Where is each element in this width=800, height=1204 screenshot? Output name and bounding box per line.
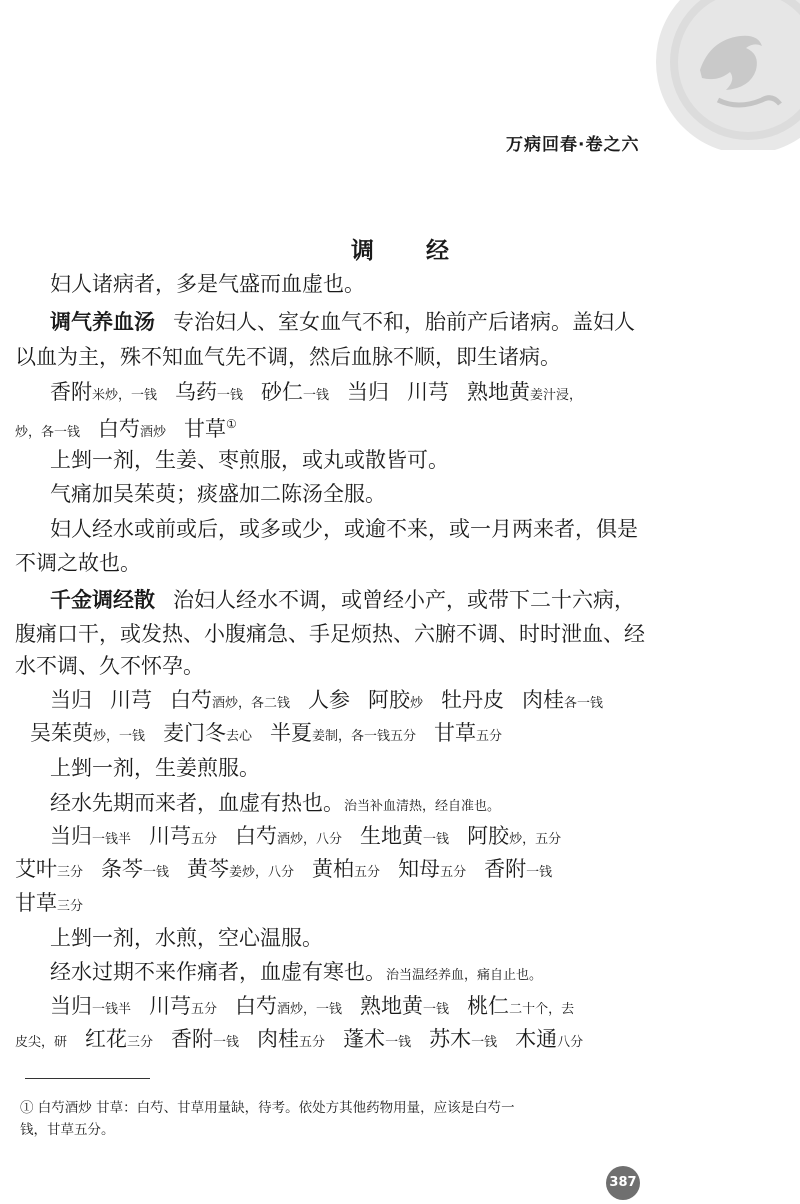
- text-span: 炒: [410, 696, 424, 711]
- text-span: 五分: [299, 1035, 326, 1050]
- text-span: 二十个，去: [509, 1002, 575, 1017]
- text-span: 乌药: [175, 380, 218, 404]
- text-line: [50, 480, 386, 508]
- text-span: 五分: [354, 865, 381, 880]
- text-span: 酒炒，各二钱: [212, 696, 291, 711]
- text-span: 白芍: [98, 417, 141, 441]
- herb-line: [15, 1025, 583, 1057]
- text-span: 白芍: [235, 824, 278, 848]
- text-line: [50, 789, 500, 821]
- text-span: 甘草: [434, 721, 477, 745]
- text-span: 以血为主，殊不知血气先不调，然后血脉不顺，即生诸病。: [15, 345, 561, 369]
- text-span: 肉桂: [257, 1027, 300, 1051]
- formula-name: 调气养血汤: [50, 310, 155, 334]
- text-line: [50, 270, 365, 298]
- text-span: 当归: [50, 994, 92, 1018]
- text-line: [50, 958, 542, 990]
- text-span: 上剉一剂，生姜煎服。: [50, 756, 260, 780]
- text-span: 皮尖，研: [15, 1035, 68, 1050]
- text-line: [15, 549, 141, 577]
- text-span: 炒，五分: [509, 832, 562, 847]
- text-span: 香附: [484, 857, 527, 881]
- text-span: 各一钱: [564, 696, 604, 711]
- tiger-seal-watermark-icon: [648, 0, 800, 150]
- text-span: 一钱半: [92, 832, 132, 847]
- text-span: 木通: [515, 1027, 558, 1051]
- text-span: 不调之故也。: [15, 551, 141, 575]
- text-span: 香附: [171, 1027, 214, 1051]
- text-span: 专治妇人、室女血气不和，胎前产后诸病。盖妇人: [173, 310, 635, 334]
- text-line: [50, 924, 323, 952]
- text-span: 艾叶: [15, 857, 57, 881]
- text-span: 治妇人经水不调，或曾经小产，或带下二十六病，: [173, 588, 635, 612]
- text-span: 一钱: [213, 1035, 240, 1050]
- text-span: 治当温经养血，痛自止也。: [386, 968, 543, 983]
- herb-line: [30, 719, 502, 751]
- text-span: 白芍: [170, 688, 212, 712]
- text-span: 经水过期不来作痛者，血虚有寒也。: [50, 960, 386, 984]
- herb-line: [50, 686, 603, 718]
- text-span: 吴茱萸: [30, 721, 93, 745]
- text-span: 酒炒，八分: [277, 832, 343, 847]
- text-span: 甘草: [184, 417, 227, 441]
- footnote-cont: 钱，甘草五分。: [20, 1122, 115, 1138]
- text-span: 五分: [191, 832, 218, 847]
- text-span: 上剉一剂，生姜、枣煎服，或丸或散皆可。: [50, 448, 449, 472]
- text-span: 腹痛口干，或发热、小腹痛急、手足烦热、六腑不调、时时泄血、经: [15, 622, 645, 646]
- section-title: 调 经: [350, 238, 471, 264]
- text-span: 酒炒，一钱: [277, 1002, 343, 1017]
- text-span: 香附: [50, 380, 92, 404]
- formula-name: 千金调经散: [50, 588, 155, 612]
- footnote-rule: [25, 1078, 150, 1079]
- text-span: 一钱: [471, 1035, 498, 1050]
- text-span: 一钱半: [92, 1002, 132, 1017]
- text-span: 水不调、久不怀孕。: [15, 654, 204, 678]
- text-line: [15, 652, 204, 680]
- text-span: 蓬术: [343, 1027, 386, 1051]
- text-span: 八分: [557, 1035, 584, 1050]
- text-span: 当归: [50, 824, 92, 848]
- text-span: 桃仁: [467, 994, 510, 1018]
- text-span: 川芎: [149, 994, 192, 1018]
- text-span: 一钱: [526, 865, 553, 880]
- text-span: 酒炒: [140, 425, 167, 440]
- text-span: 川芎: [407, 380, 450, 404]
- text-line: [50, 754, 260, 782]
- text-span: 炒，各一钱: [15, 425, 81, 440]
- text-span: 姜制，各一钱五分: [312, 729, 417, 744]
- text-span: 知母: [398, 857, 441, 881]
- footnote: ① 白芍酒炒 甘草：白芍、甘草用量缺，待考。依处方其他药物用量，应该是白芍一: [20, 1100, 515, 1116]
- text-span: 一钱: [303, 388, 330, 403]
- text-span: 去心: [226, 729, 253, 744]
- text-span: 阿胶: [467, 824, 510, 848]
- text-span: 三分: [57, 865, 84, 880]
- text-span: 半夏: [270, 721, 313, 745]
- text-span: 苏木: [429, 1027, 472, 1051]
- text-span: 牡丹皮: [441, 688, 505, 712]
- text-span: 一钱: [423, 832, 450, 847]
- text-span: 一钱: [143, 865, 170, 880]
- text-line: [50, 308, 635, 336]
- text-span: 黄芩: [187, 857, 230, 881]
- text-span: 五分: [476, 729, 503, 744]
- text-span: 米炒，一钱: [92, 388, 158, 403]
- text-span: 生地黄: [360, 824, 424, 848]
- text-span: 白芍: [235, 994, 278, 1018]
- text-span: 姜汁浸，: [530, 388, 583, 403]
- herb-line: [15, 889, 83, 921]
- text-span: 黄柏: [312, 857, 355, 881]
- herb-line: [15, 410, 237, 447]
- text-span: 一钱: [423, 1002, 450, 1017]
- text-span: 三分: [57, 899, 84, 914]
- running-head: 万病回春·卷之六: [506, 135, 640, 155]
- text-span: 当归: [50, 688, 92, 712]
- herb-line: [50, 992, 574, 1024]
- text-span: 治当补血清热，经自准也。: [344, 799, 501, 814]
- footnote-marker: ①: [226, 417, 237, 431]
- text-span: 砂仁: [261, 380, 304, 404]
- text-span: 人参: [308, 688, 351, 712]
- text-span: 川芎: [149, 824, 192, 848]
- text-span: 妇人经水或前或后，或多或少，或逾不来，或一月两来者，俱是: [50, 517, 638, 541]
- intro: 妇人诸病者，多是气盛而血虚也。: [50, 272, 365, 296]
- herb-line: [50, 378, 582, 410]
- text-line: [15, 343, 561, 371]
- text-span: 一钱: [385, 1035, 412, 1050]
- text-line: [50, 446, 449, 474]
- text-span: 阿胶: [368, 688, 411, 712]
- text-span: 姜炒，八分: [229, 865, 295, 880]
- herb-line: [50, 822, 561, 854]
- text-span: 肉桂: [522, 688, 565, 712]
- page-number: 387: [606, 1166, 640, 1200]
- text-span: 三分: [127, 1035, 154, 1050]
- text-span: 一钱: [217, 388, 244, 403]
- text-span: 经水先期而来者，血虚有热也。: [50, 791, 344, 815]
- text-span: 五分: [191, 1002, 218, 1017]
- text-line: [50, 515, 638, 543]
- text-span: 麦门冬: [163, 721, 227, 745]
- text-span: 气痛加吴茱萸；痰盛加二陈汤全服。: [50, 482, 386, 506]
- text-span: 当归: [347, 380, 390, 404]
- text-span: 上剉一剂，水煎，空心温服。: [50, 926, 323, 950]
- text-span: 五分: [440, 865, 467, 880]
- text-span: 熟地黄: [467, 380, 531, 404]
- text-line: [15, 620, 645, 648]
- text-span: 川芎: [110, 688, 152, 712]
- herb-line: [15, 855, 552, 887]
- text-span: 红花: [85, 1027, 128, 1051]
- text-span: 条芩: [101, 857, 144, 881]
- text-span: 甘草: [15, 891, 57, 915]
- text-line: [50, 586, 635, 614]
- text-span: 熟地黄: [360, 994, 424, 1018]
- text-span: 炒，一钱: [93, 729, 146, 744]
